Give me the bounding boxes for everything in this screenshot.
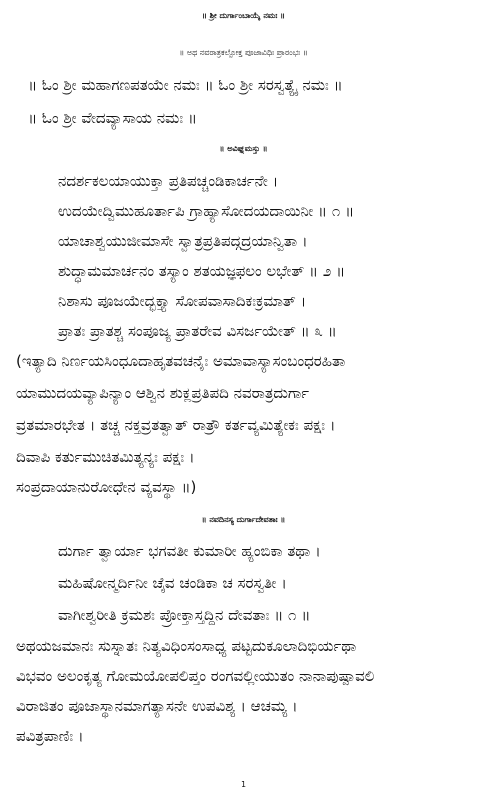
verse-line: ಉದಯೇದ್ವಿಮುಹೂರ್ತಾಪಿ ಗ್ರಾಹ್ಯಾಸೋದಯದಾಯಿನೀ ॥ ೧ ॥ (58, 202, 355, 220)
section-heading-avighna: ॥ ಅವಿಘ್ನಮಸ್ತು ॥ (219, 144, 268, 153)
prose-line: ಅಥಯಜಮಾನಃ ಸುಸ್ನಾತಃ ನಿತ್ಯವಿಧಿಂಸಂಸಾಧ್ಯ ಪಟ್ಟದುಕೂಲಾದಿಭಿರ್ಯಥಾ (16, 637, 357, 655)
prose-line: ವಿರಾಜಿತಂ ಪೂಜಾಸ್ಥಾನಮಾಗತ್ಯಾಸನೇ ಉಪವಿಶ್ಯ । ಆಚಮ್ಯ । (16, 697, 298, 715)
prose-line: ವ್ರತಮಾರಭೇತ । ತಚ್ಚ ನಕ್ತವ್ರತತ್ವಾತ್ ರಾತ್ರೌ ಕರ್ತವ್ಯಮಿತ್ಯೇಕಃ ಪಕ್ಷಃ । (16, 416, 336, 434)
verse-line: ಯಾಚಾಶ್ವಯುಜೀಮಾಸೇ ಸ್ವಾತ್ರಪ್ರತಿಪದ್ಗದ್ರಯಾನ್ವಿತಾ । (58, 232, 308, 250)
prose-line: ವಿಭವಂ ಅಲಂಕೃತ್ಯ ಗೋಮಯೋಪಲಿಪ್ತಂ ರಂಗವಲ್ಲೀಯುತಂ ನಾನಾಪುಷ್ಪಾವಲಿ (16, 667, 375, 685)
heading-puja: ॥ ಅಥ ನವರಾತ್ರಕಲ್ಪೋಕ್ತ ಪೂಜಾವಿಧಿಃ ಪ್ರಾರಂಭಃ ॥ (179, 48, 308, 57)
prose-line: ಯಾಮುದಯವ್ಯಾಪಿನ್ಯಾಂ ಆಶ್ವಿನ ಶುಕ್ಲಪ್ರತಿಪದಿ ನವರಾತ್ರದುರ್ಗಾ (16, 384, 310, 402)
verse-line: ದುರ್ಗಾ ತ್ವಾರ್ಯಾ ಭಗವತೀ ಕುಮಾರೀ ಹ್ಯಂಬಿಕಾ ತಥಾ । (58, 542, 321, 560)
verse-line: ವಾಗೀಶ್ವರೀತಿ ಕ್ರಮಶಃ ಪ್ರೋಕ್ತಾಸ್ತದ್ದಿನ ದೇವತಾಃ ॥ ೧ ॥ (58, 606, 311, 624)
verse-line: ನದರ್ಶಕಲಯಾಯುಕ್ತಾ ಪ್ರತಿಪಚ್ಚಂಡಿಕಾರ್ಚನೇ । (58, 172, 279, 190)
invocation-line: ॥ ಓಂ ಶ್ರೀ ಮಹಾಗಣಪತಯೇ ನಮಃ ॥ ಓಂ ಶ್ರೀ ಸರಸ್ವತ್ಯೈ ನಮಃ ॥ (28, 76, 343, 94)
prose-line: (ಇತ್ಯಾದಿ ನಿರ್ಣಯಸಿಂಧೂದಾಹೃತವಚನೈಃ ಅಮಾವಾಸ್ಯಾಸಂಬಂಧರಹಿತಾ (16, 352, 346, 370)
verse-line: ಶುದ್ಧಾಮಮಾರ್ಚನಂ ತಸ್ಯಾಂ ಶತಯಜ್ಞಫಲಂ ಲಭೇತ್ ॥ ೨ ॥ (58, 262, 346, 280)
section-heading-navadina: ॥ ನವದಿನಸ್ಯ ದುರ್ಗಾದೇವತಾಃ ॥ (201, 515, 286, 524)
prose-line: ದಿವಾಪಿ ಕರ್ತುಮುಚಿತಮಿತ್ಯನ್ಯಃ ಪಕ್ಷಃ । (16, 448, 195, 466)
verse-line: ಪ್ರಾತಃ ಪ್ರಾತಶ್ಚ ಸಂಪೂಜ್ಯ ಪ್ರಾತರೇವ ವಿಸರ್ಜಯೇತ್ ॥ ೩ ॥ (58, 322, 337, 340)
prose-line: ಪವಿತ್ರಪಾಣಿಃ । (16, 727, 84, 745)
verse-line: ನಿಶಾಸು ಪೂಜಯೇದ್ಭಕ್ತ್ಯಾ ಸೋಪವಾಸಾದಿಕಃಕ್ರಮಾತ್ । (58, 292, 307, 310)
invocation-line: ॥ ಓಂ ಶ್ರೀ ವೇದವ್ಯಾಸಾಯ ನಮಃ ॥ (28, 109, 197, 127)
page-number: 1 (240, 780, 247, 789)
prose-line: ಸಂಪ್ರದಾಯಾನುರೋಧೇನ ವ್ಯವಸ್ಥಾ ॥) (16, 478, 197, 496)
page-title: ॥ ಶ್ರೀ ದುರ್ಗಾಂಬಾಯೈ ನಮಃ ॥ (201, 11, 286, 20)
verse-line: ಮಹಿಷೋನ್ಮರ್ದಿನೀ ಚೈವ ಚಂಡಿಕಾ ಚ ಸರಸ್ವತೀ । (58, 574, 287, 592)
